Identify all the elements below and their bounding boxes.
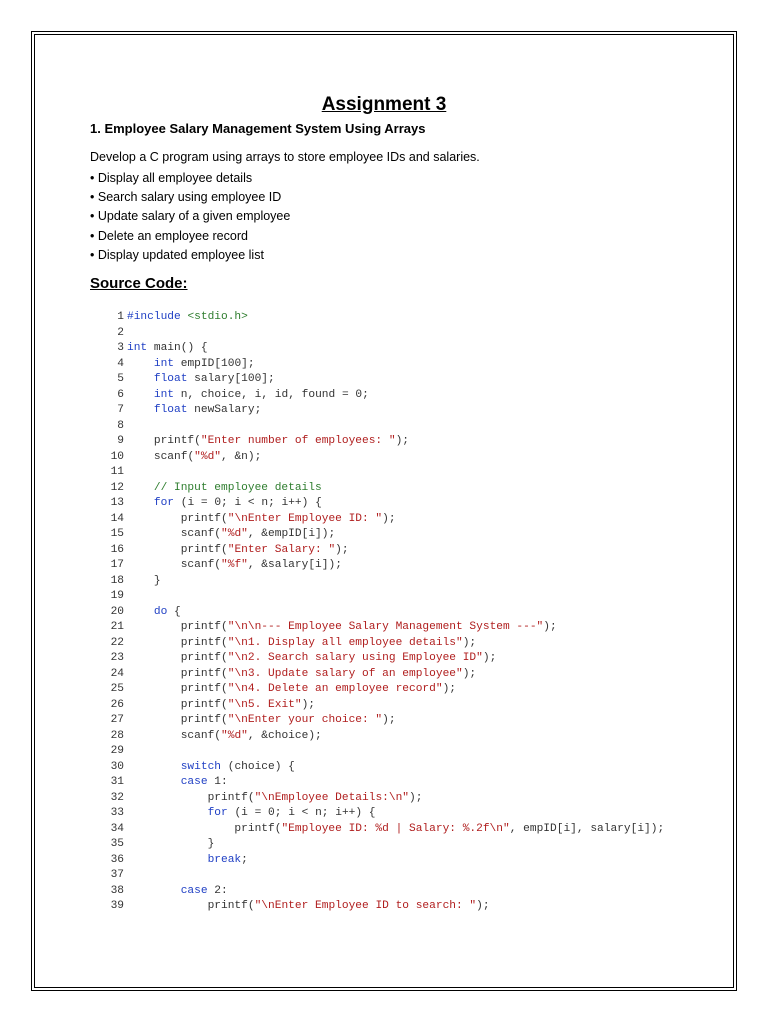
code-line [100, 713, 664, 729]
code-text: do { [153, 605, 181, 618]
code-line [100, 899, 664, 915]
code-text: scanf("%d", &n); [153, 450, 262, 463]
code-line [100, 605, 664, 621]
code-text: for (i = 0; i < n; i++) { [207, 807, 376, 819]
line-number: 11 [110, 466, 124, 478]
code-line [100, 589, 664, 605]
code-text [124, 868, 127, 884]
code-line [100, 527, 664, 543]
code-text: printf("Enter number of employees: "); [153, 435, 410, 447]
line-number: 28 [110, 729, 124, 742]
code-text: printf("\nEnter Employee ID: "); [180, 512, 396, 525]
requirements-list [90, 169, 290, 265]
line-number: 15 [110, 528, 124, 540]
code-line [100, 698, 664, 714]
code-line [100, 620, 664, 636]
code-text: } [127, 838, 215, 850]
requirement-item: • Display all employee details [90, 169, 290, 188]
code-text [124, 326, 127, 342]
code-text: int n, choice, i, id, found = 0; [153, 388, 369, 401]
code-line [100, 651, 664, 667]
code-line [100, 403, 664, 419]
code-line [100, 496, 664, 512]
code-text: printf("\n5. Exit"); [180, 698, 316, 711]
line-number: 29 [110, 745, 124, 757]
code-text: for (i = 0; i < n; i++) { [153, 497, 322, 509]
code-text: scanf("%d", &empID[i]); [180, 528, 336, 540]
code-line [100, 837, 664, 853]
code-line [100, 806, 664, 822]
code-text: printf("\n3. Update salary of an employee"); [180, 667, 477, 680]
source-code-heading: Source Code: [90, 275, 188, 292]
line-number: 2 [117, 326, 124, 339]
line-number: 8 [117, 419, 124, 432]
code-text [124, 744, 127, 760]
code-text: printf("\nEmployee Details:\n"); [207, 791, 423, 804]
line-number: 10 [110, 450, 124, 463]
code-line [100, 558, 664, 574]
code-text: printf("\nEnter your choice: "); [180, 714, 396, 726]
code-text [124, 589, 127, 605]
code-line [100, 574, 664, 590]
line-number: 9 [117, 435, 124, 447]
code-line [100, 419, 664, 435]
code-line [100, 434, 664, 450]
code-listing [100, 310, 664, 915]
code-line [100, 884, 664, 900]
line-number: 19 [110, 590, 124, 602]
code-line [100, 341, 664, 357]
line-number: 3 [117, 342, 124, 354]
line-number: 36 [110, 853, 124, 866]
line-number: 14 [110, 512, 124, 525]
code-text: case 2: [180, 884, 228, 897]
line-number: 7 [117, 404, 124, 416]
line-number: 16 [110, 543, 124, 556]
code-line [100, 667, 664, 683]
line-number: 23 [110, 652, 124, 664]
code-line [100, 388, 664, 404]
code-line [100, 543, 664, 559]
code-text: float newSalary; [153, 404, 262, 416]
requirement-item: • Update salary of a given employee [90, 207, 290, 226]
line-number: 32 [110, 791, 124, 804]
code-line [100, 450, 664, 466]
code-text: switch (choice) { [180, 760, 295, 773]
line-number: 6 [117, 388, 124, 401]
code-line [100, 760, 664, 776]
line-number: 21 [110, 621, 124, 633]
line-number: 31 [110, 776, 124, 788]
line-number: 1 [117, 311, 124, 323]
code-text [124, 465, 127, 481]
code-line [100, 636, 664, 652]
code-line [100, 465, 664, 481]
code-text: scanf("%d", &choice); [180, 729, 322, 742]
line-number: 39 [110, 900, 124, 912]
line-number: 22 [110, 636, 124, 649]
code-text: #include <stdio.h> [127, 311, 248, 323]
code-line [100, 481, 664, 497]
line-number: 18 [110, 574, 124, 587]
code-line [100, 775, 664, 791]
line-number: 26 [110, 698, 124, 711]
code-text: printf("Employee ID: %d | Salary: %.2f\n", empID[i], salary[i]); [234, 822, 665, 835]
code-line [100, 310, 664, 326]
line-number: 25 [110, 683, 124, 695]
question-heading: 1. Employee Salary Management System Using Arrays [90, 121, 426, 136]
line-number: 37 [110, 869, 124, 881]
code-text: break; [207, 853, 248, 866]
code-line [100, 372, 664, 388]
code-line [100, 729, 664, 745]
code-text: printf("\n4. Delete an employee record"); [180, 683, 457, 695]
code-line [100, 822, 664, 838]
line-number: 27 [110, 714, 124, 726]
line-number: 13 [110, 497, 124, 509]
code-text: printf("Enter Salary: "); [180, 543, 349, 556]
line-number: 24 [110, 667, 124, 680]
line-number: 20 [110, 605, 124, 618]
line-number: 33 [110, 807, 124, 819]
document-title: Assignment 3 [321, 94, 447, 115]
code-text: printf("\n2. Search salary using Employee ID"); [180, 652, 497, 664]
code-line [100, 853, 664, 869]
line-number: 12 [110, 481, 124, 494]
code-text [124, 419, 127, 435]
line-number: 35 [110, 838, 124, 850]
question-intro: Develop a C program using arrays to store employee IDs and salaries. [90, 150, 480, 164]
code-text: } [127, 574, 161, 587]
line-number: 4 [117, 357, 124, 370]
code-line [100, 512, 664, 528]
requirement-item: • Display updated employee list [90, 246, 290, 265]
code-text: printf("\n\n--- Employee Salary Management System ---"); [180, 621, 557, 633]
code-text: case 1: [180, 776, 228, 788]
line-number: 30 [110, 760, 124, 773]
code-line [100, 326, 664, 342]
code-line [100, 744, 664, 760]
line-number: 17 [110, 559, 124, 571]
requirement-item: • Search salary using employee ID [90, 188, 290, 207]
code-line [100, 791, 664, 807]
code-text: int main() { [127, 342, 208, 354]
requirement-item: • Delete an employee record [90, 227, 290, 246]
line-number: 5 [117, 373, 124, 385]
line-number: 34 [110, 822, 124, 835]
code-text: printf("\nEnter Employee ID to search: "); [207, 900, 490, 912]
code-text: // Input employee details [153, 481, 322, 494]
code-text: scanf("%f", &salary[i]); [180, 559, 342, 571]
code-line [100, 357, 664, 373]
code-line [100, 682, 664, 698]
code-text: float salary[100]; [153, 373, 275, 385]
code-text: printf("\n1. Display all employee details"); [180, 636, 477, 649]
code-text: int empID[100]; [153, 357, 255, 370]
code-line [100, 868, 664, 884]
line-number: 38 [110, 884, 124, 897]
